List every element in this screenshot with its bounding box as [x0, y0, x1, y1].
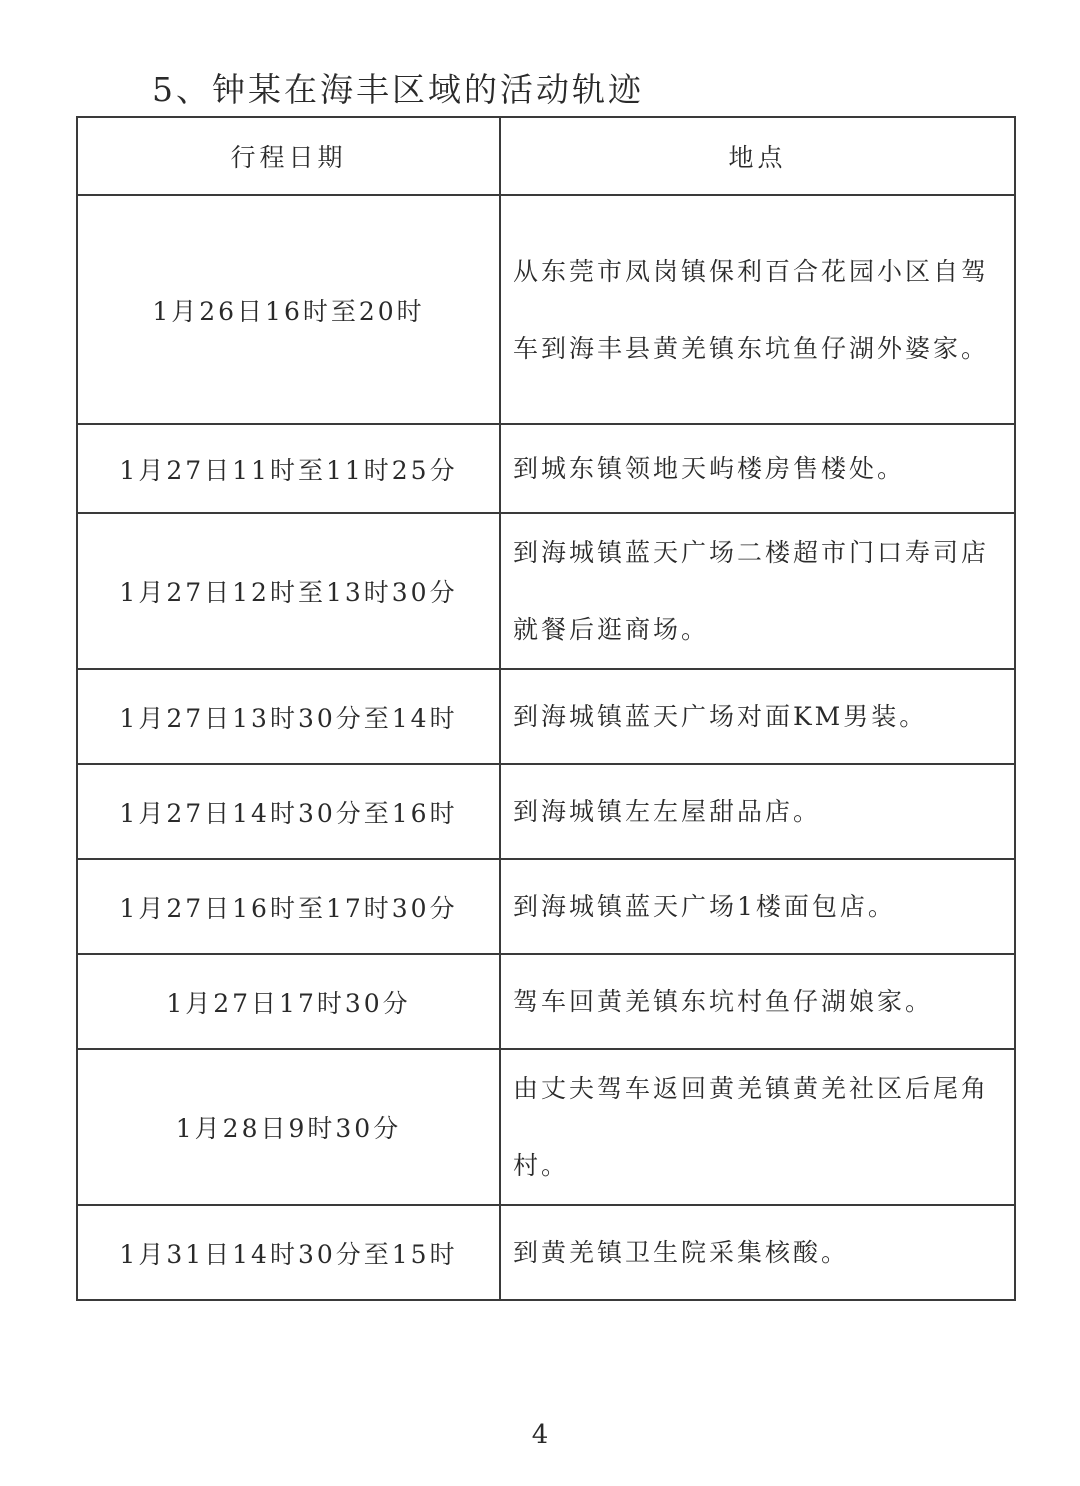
row-date: 1月27日16时至17时30分: [77, 859, 500, 954]
row-place: 到海城镇左左屋甜品店。: [500, 764, 1015, 859]
row-place: 到海城镇蓝天广场对面KM男装。: [500, 669, 1015, 764]
row-date: 1月26日16时至20时: [77, 195, 500, 424]
table-row: [77, 859, 1015, 954]
section-heading: 5、钟某在海丰区域的活动轨迹: [152, 70, 644, 109]
row-place: 从东莞市凤岗镇保利百合花园小区自驾车到海丰县黄羌镇东坑鱼仔湖外婆家。: [500, 195, 1015, 424]
table-row: [77, 764, 1015, 859]
row-date: 1月27日17时30分: [77, 954, 500, 1049]
table-row: [77, 195, 1015, 424]
row-date: 1月31日14时30分至15时: [77, 1205, 500, 1300]
table-row: [77, 1049, 1015, 1205]
table-row: [77, 1205, 1015, 1300]
row-place: 到海城镇蓝天广场1楼面包店。: [500, 859, 1015, 954]
row-date: 1月27日13时30分至14时: [77, 669, 500, 764]
row-place: 到海城镇蓝天广场二楼超市门口寿司店就餐后逛商场。: [500, 513, 1015, 669]
row-date: 1月27日12时至13时30分: [77, 513, 500, 669]
header-place: 地点: [500, 117, 1015, 195]
row-place: 到城东镇领地天屿楼房售楼处。: [500, 424, 1015, 513]
header-date: 行程日期: [77, 117, 500, 195]
row-place: 由丈夫驾车返回黄羌镇黄羌社区后尾角村。: [500, 1049, 1015, 1205]
row-place: 到黄羌镇卫生院采集核酸。: [500, 1205, 1015, 1300]
page-number: 4: [531, 1420, 549, 1450]
row-date: 1月27日14时30分至16时: [77, 764, 500, 859]
row-date: 1月28日9时30分: [77, 1049, 500, 1205]
table-row: [77, 669, 1015, 764]
table-row: [77, 513, 1015, 669]
table-header-row: [77, 117, 1015, 195]
activity-trail-table: [76, 116, 1016, 1301]
row-place: 驾车回黄羌镇东坑村鱼仔湖娘家。: [500, 954, 1015, 1049]
row-date: 1月27日11时至11时25分: [77, 424, 500, 513]
table-row: [77, 954, 1015, 1049]
table-row: [77, 424, 1015, 513]
